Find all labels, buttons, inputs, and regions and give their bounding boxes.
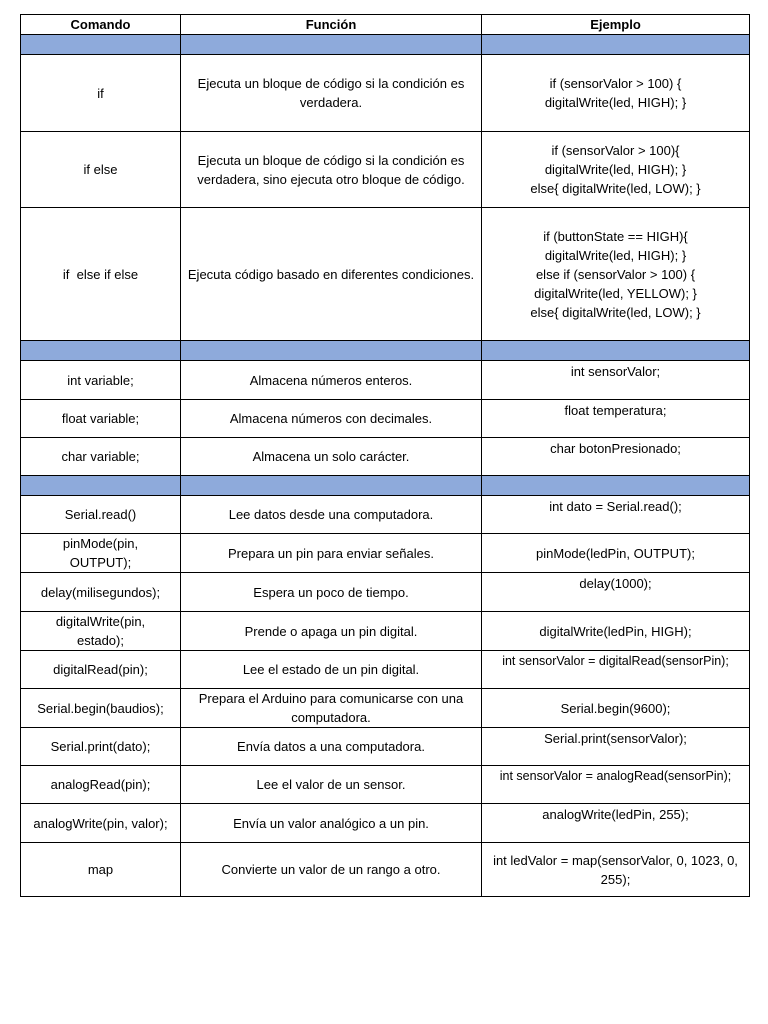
command-cell: analogWrite(pin, valor); xyxy=(21,804,181,843)
table-row xyxy=(21,728,750,766)
function-cell: Espera un poco de tiempo. xyxy=(181,573,482,612)
section-band-functions xyxy=(21,476,750,496)
header-command: Comando xyxy=(21,15,181,35)
table-row xyxy=(21,804,750,843)
example-line: digitalWrite(led, HIGH); } xyxy=(544,247,687,263)
function-cell: Ejecuta un bloque de código si la condición es verdadera, sino ejecuta otro bloque de código. xyxy=(181,132,482,208)
example-cell: int sensorValor = digitalRead(sensorPin); xyxy=(482,651,750,689)
command-cell: pinMode(pin, OUTPUT); xyxy=(21,534,181,573)
table-row xyxy=(21,843,750,897)
function-cell: Lee el valor de un sensor. xyxy=(181,766,482,804)
function-cell: Envía datos a una computadora. xyxy=(181,728,482,766)
table-row xyxy=(21,400,750,438)
example-cell: Serial.print(sensorValor); xyxy=(482,728,750,766)
command-cell: char variable; xyxy=(21,438,181,476)
band-cell xyxy=(21,341,181,361)
command-cell: if else if else xyxy=(21,208,181,341)
command-cell: float variable; xyxy=(21,400,181,438)
example-line: digitalWrite(led, HIGH); } xyxy=(544,162,687,177)
table-row xyxy=(21,55,750,132)
header-function: Función xyxy=(181,15,482,35)
function-cell: Prepara el Arduino para comunicarse con una computadora. xyxy=(181,689,482,728)
table-row xyxy=(21,208,750,341)
command-cell: Serial.begin(baudios); xyxy=(21,689,181,728)
function-cell: Almacena un solo carácter. xyxy=(181,438,482,476)
band-cell xyxy=(482,35,750,55)
command-cell: delay(milisegundos); xyxy=(21,573,181,612)
header-row xyxy=(21,15,750,35)
command-cell: Serial.read() xyxy=(21,496,181,534)
command-cell: Serial.print(dato); xyxy=(21,728,181,766)
command-cell: if xyxy=(21,55,181,132)
table-row xyxy=(21,689,750,728)
example-cell: analogWrite(ledPin, 255); xyxy=(482,804,750,843)
example-cell: int ledValor = map(sensorValor, 0, 1023, 0, 255); xyxy=(482,843,750,897)
function-cell: Prende o apaga un pin digital. xyxy=(181,612,482,651)
example-line: else{ digitalWrite(led, LOW); } xyxy=(530,181,701,196)
example-cell: int dato = Serial.read(); xyxy=(482,496,750,534)
command-cell: map xyxy=(21,843,181,897)
example-line: else if (sensorValor > 100) { xyxy=(535,266,696,282)
example-cell xyxy=(482,132,750,208)
band-cell xyxy=(482,476,750,496)
function-cell: Almacena números con decimales. xyxy=(181,400,482,438)
function-cell: Ejecuta código basado en diferentes condiciones. xyxy=(181,208,482,341)
table-row xyxy=(21,496,750,534)
function-cell: Lee el estado de un pin digital. xyxy=(181,651,482,689)
section-band-conditionals xyxy=(21,35,750,55)
band-cell xyxy=(21,35,181,55)
example-cell: int sensorValor = analogRead(sensorPin); xyxy=(482,766,750,804)
example-cell: pinMode(ledPin, OUTPUT); xyxy=(482,534,750,573)
example-cell: int sensorValor; xyxy=(482,361,750,400)
command-cell: int variable; xyxy=(21,361,181,400)
example-cell xyxy=(482,55,750,132)
function-cell: Almacena números enteros. xyxy=(181,361,482,400)
command-cell: if else xyxy=(21,132,181,208)
function-cell: Lee datos desde una computadora. xyxy=(181,496,482,534)
section-band-variables xyxy=(21,341,750,361)
table-row xyxy=(21,534,750,573)
band-cell xyxy=(482,341,750,361)
table-row xyxy=(21,651,750,689)
command-cell: digitalWrite(pin, estado); xyxy=(21,612,181,651)
example-cell: float temperatura; xyxy=(482,400,750,438)
example-cell xyxy=(482,208,750,341)
table-row xyxy=(21,573,750,612)
example-cell: delay(1000); xyxy=(482,573,750,612)
example-cell: Serial.begin(9600); xyxy=(482,689,750,728)
command-cell: digitalRead(pin); xyxy=(21,651,181,689)
table-row xyxy=(21,612,750,651)
band-cell xyxy=(181,476,482,496)
example-line: else{ digitalWrite(led, LOW); } xyxy=(530,304,701,320)
function-cell: Convierte un valor de un rango a otro. xyxy=(181,843,482,897)
function-cell: Ejecuta un bloque de código si la condición es verdadera. xyxy=(181,55,482,132)
example-cell: digitalWrite(ledPin, HIGH); xyxy=(482,612,750,651)
example-line: digitalWrite(led, HIGH); } xyxy=(544,95,687,110)
band-cell xyxy=(181,35,482,55)
table-row xyxy=(21,766,750,804)
table-row xyxy=(21,132,750,208)
example-line: if (sensorValor > 100) { xyxy=(549,76,682,91)
table-row xyxy=(21,361,750,400)
header-example: Ejemplo xyxy=(482,15,750,35)
commands-table xyxy=(20,14,750,897)
function-cell: Prepara un pin para enviar señales. xyxy=(181,534,482,573)
example-cell: char botonPresionado; xyxy=(482,438,750,476)
example-line: digitalWrite(led, YELLOW); } xyxy=(534,285,697,301)
band-cell xyxy=(21,476,181,496)
table-row xyxy=(21,438,750,476)
example-line: if (sensorValor > 100){ xyxy=(551,143,680,158)
command-cell: analogRead(pin); xyxy=(21,766,181,804)
function-cell: Envía un valor analógico a un pin. xyxy=(181,804,482,843)
band-cell xyxy=(181,341,482,361)
example-line: if (buttonState == HIGH){ xyxy=(543,228,688,244)
